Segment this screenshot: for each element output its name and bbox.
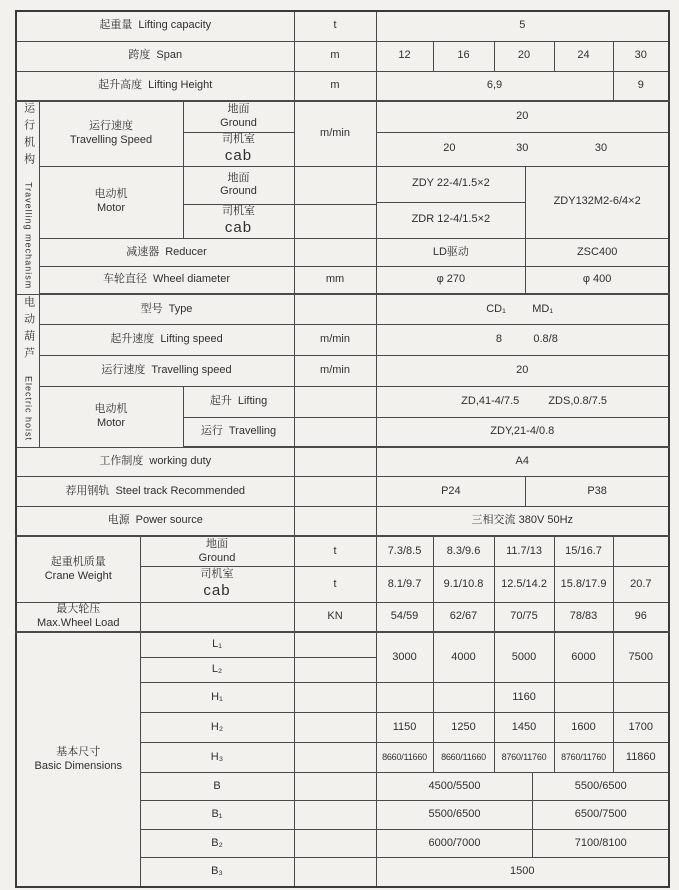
label-zh: 型号: [140, 302, 163, 315]
lifting-speed-value: 0.8/8: [533, 333, 558, 346]
dim-l2-label: L₂: [140, 657, 294, 682]
sublabel-zh: 司机室: [222, 205, 255, 218]
dim-h1-value: [554, 682, 613, 712]
empty-sublabel-cell: [140, 602, 294, 632]
sublabel-zh: 起升: [209, 395, 232, 408]
travel-motor-values: [376, 166, 669, 238]
dim-l-value: 7500: [613, 632, 669, 682]
sublabel-en: Lifting: [237, 395, 268, 408]
dim-b2-left: 6000/7000: [377, 830, 534, 857]
dim-h2-value: 1600: [554, 712, 613, 742]
label-en: Lifting Height: [148, 78, 213, 91]
label-zh: 荐用钢轨: [65, 484, 110, 497]
sublabel-cab: [140, 566, 294, 602]
dim-b-label: B: [140, 772, 294, 800]
label-en: Reducer: [165, 245, 207, 258]
section-label-en: Travelling mechanism: [23, 182, 34, 290]
label-zh: 运行速度: [101, 364, 146, 377]
basic-dimensions-label: [16, 632, 140, 887]
steel-track-right: P38: [587, 484, 607, 497]
label-en: Motor: [96, 202, 126, 215]
reducer-values: [376, 238, 669, 266]
dim-h2-value: 1450: [494, 712, 554, 742]
span-value: 12: [376, 41, 433, 71]
dim-b1-right: 6500/7500: [574, 808, 627, 821]
dim-h3-value: 8660/11660: [433, 742, 494, 772]
label-en: Lifting capacity: [138, 19, 212, 32]
dim-h3-value: 8760/11760: [494, 742, 554, 772]
power-source-value: 三相交流 380V 50Hz: [376, 506, 669, 536]
label-en: Wheel diameter: [152, 273, 231, 286]
label-zh: 跨度: [128, 49, 151, 62]
empty-unit-cell: [294, 772, 376, 800]
dim-h2-label: H₂: [140, 712, 294, 742]
sublabel-en: Ground: [220, 185, 257, 198]
lifting-capacity-label: [16, 11, 294, 41]
label-en: Type: [168, 302, 193, 315]
empty-unit-cell: [294, 712, 376, 742]
dim-b3-label: B₃: [140, 857, 294, 887]
section-label-zh: 电动葫芦: [22, 296, 35, 365]
cab-speed-value: 30: [594, 142, 608, 155]
sublabel-travelling: [183, 417, 294, 447]
max-wheel-load-value: 70/75: [494, 602, 554, 632]
hoist-travelling-speed-unit: m/min: [294, 355, 376, 386]
reducer-value-left: LD驱动: [377, 239, 527, 266]
sublabel-cab: [183, 132, 294, 166]
section-travelling-mechanism: [16, 101, 39, 294]
label-zh: 起升速度: [110, 333, 155, 346]
wheel-diameter-right: φ 400: [582, 273, 612, 286]
dim-h3-label: H₃: [140, 742, 294, 772]
label-en: Power source: [135, 514, 203, 527]
sublabel-lifting: [183, 386, 294, 417]
dim-b2-label: B₂: [140, 829, 294, 857]
max-wheel-load-label: [16, 602, 140, 632]
dim-h2-value: 1250: [433, 712, 494, 742]
crane-weight-label: [16, 536, 140, 602]
label-en: Max.Wheel Load: [36, 617, 120, 630]
reducer-label: [39, 238, 294, 266]
hoist-lifting-speed-label: [39, 324, 294, 355]
crane-weight-value: 8.1/9.7: [376, 566, 433, 602]
empty-unit-cell: [294, 476, 376, 506]
power-source-label: [16, 506, 294, 536]
lifting-height-value-last: 9: [613, 71, 669, 101]
dim-b1-values: [376, 800, 669, 829]
motor-lifting-value: ZD,41-4/7.5: [461, 395, 520, 408]
empty-unit-cell: [294, 742, 376, 772]
label-zh: 起重量: [99, 19, 133, 32]
sublabel-zh: 司机室: [222, 132, 255, 145]
sublabel-zh: 司机室: [200, 568, 234, 581]
dim-h1-value: [376, 682, 433, 712]
dim-b-values: [376, 772, 669, 800]
label-en: Span: [156, 49, 183, 62]
travelling-speed-label: [39, 101, 183, 166]
crane-weight-value: 11.7/13: [494, 536, 554, 566]
dim-b2-right: 7100/8100: [574, 836, 627, 849]
label-en: Crane Weight: [44, 569, 112, 582]
crane-weight-value: 15.8/17.9: [554, 566, 613, 602]
sublabel-ground: [140, 536, 294, 566]
label-zh: 电源: [107, 514, 130, 527]
working-duty-value: A4: [376, 447, 669, 476]
crane-weight-value: 12.5/14.2: [494, 566, 554, 602]
sublabel-zh: 地面: [206, 537, 228, 550]
crane-weight-value: 7.3/8.5: [376, 536, 433, 566]
crane-weight-value: 20.7: [613, 566, 669, 602]
dim-h3-value: 8760/11760: [554, 742, 613, 772]
crane-weight-value: 9.1/10.8: [433, 566, 494, 602]
empty-unit-cell: [294, 800, 376, 829]
span-value: 30: [613, 41, 669, 71]
dim-h1-label: H₁: [140, 682, 294, 712]
max-wheel-load-value: 62/67: [433, 602, 494, 632]
hoist-travelling-speed-value: 20: [376, 355, 669, 386]
dim-l1-label: L₁: [140, 632, 294, 657]
hoist-type-values: [376, 294, 669, 324]
sublabel-en: Travelling: [228, 425, 277, 438]
hoist-motor-label: [39, 386, 183, 447]
type-value: CD₁: [486, 302, 506, 315]
span-unit: m: [294, 41, 376, 71]
sublabel-zh: 地面: [227, 103, 250, 115]
empty-unit-cell: [294, 829, 376, 857]
crane-spec-table: [15, 10, 670, 888]
sublabel-ground: [183, 101, 294, 132]
dim-b-left: 4500/5500: [377, 773, 534, 800]
motor-ground-value: ZDY 22-4/1.5×2: [377, 167, 526, 203]
crane-weight-value: [613, 536, 669, 566]
wheel-diameter-left: φ 270: [377, 267, 527, 294]
crane-weight-value: 15/16.7: [554, 536, 613, 566]
label-zh: 起升高度: [98, 78, 143, 91]
cab-speed-value: 20: [443, 142, 456, 155]
dim-h2-value: 1700: [613, 712, 669, 742]
steel-track-label: [16, 476, 294, 506]
max-wheel-load-unit: KN: [294, 602, 376, 632]
hoist-type-label: [39, 294, 294, 324]
dim-b3-value: 1500: [376, 857, 669, 887]
max-wheel-load-value: 96: [613, 602, 669, 632]
empty-unit-cell: [294, 447, 376, 476]
sublabel-zh: 地面: [227, 171, 250, 184]
label-en: Travelling speed: [151, 364, 232, 377]
dim-b1-left: 5500/6500: [377, 801, 534, 829]
section-label-en: Electric hoist: [23, 376, 34, 442]
label-en: Motor: [96, 416, 126, 429]
label-zh: 车轮直径: [102, 273, 147, 286]
sublabel-en: cab: [224, 219, 253, 237]
lifting-height-unit: m: [294, 71, 376, 101]
label-zh: 电动机: [94, 188, 128, 201]
label-en: Travelling Speed: [69, 133, 153, 146]
label-en: Lifting speed: [160, 333, 223, 346]
dim-l-value: 4000: [433, 632, 494, 682]
reducer-value-right: ZSC400: [576, 245, 618, 258]
sublabel-en: Ground: [198, 551, 236, 564]
type-value: MD₁: [532, 302, 554, 315]
label-zh: 基本尺寸: [56, 746, 101, 759]
dim-l-value: 3000: [376, 632, 433, 682]
crane-weight-ground-unit: t: [294, 536, 376, 566]
dim-l-value: 6000: [554, 632, 613, 682]
empty-unit-cell: [294, 657, 376, 682]
motor-cab-value: ZDR 12-4/1.5×2: [411, 213, 491, 226]
empty-unit-cell: [294, 632, 376, 657]
empty-unit-cell: [294, 166, 376, 205]
label-zh: 工作制度: [99, 455, 144, 468]
dim-b-right: 5500/6500: [574, 779, 627, 792]
cab-speed-value: 30: [516, 142, 529, 155]
label-en: Steel track Recommended: [115, 484, 246, 497]
wheel-diameter-values: [376, 266, 669, 294]
sublabel-en: cab: [203, 581, 231, 599]
empty-unit-cell: [294, 506, 376, 536]
span-value: 24: [554, 41, 613, 71]
label-zh: 起重机质量: [50, 555, 106, 568]
empty-unit-cell: [294, 205, 376, 239]
label-zh: 最大轮压: [56, 603, 101, 616]
dim-b2-values: [376, 829, 669, 857]
sublabel-cab: [183, 205, 294, 239]
empty-unit-cell: [294, 238, 376, 266]
empty-unit-cell: [294, 294, 376, 324]
sublabel-en: Ground: [220, 116, 257, 129]
working-duty-label: [16, 447, 294, 476]
dim-h3-value: 11860: [613, 742, 669, 772]
sublabel-zh: 运行: [200, 425, 223, 438]
wheel-diameter-label: [39, 266, 294, 294]
lifting-capacity-value: 5: [376, 11, 669, 41]
dim-h1-value: [433, 682, 494, 712]
empty-unit-cell: [294, 417, 376, 447]
empty-unit-cell: [294, 682, 376, 712]
motor-merged-value: ZDY132M2-6/4×2: [553, 195, 641, 208]
lifting-capacity-unit: t: [294, 11, 376, 41]
empty-unit-cell: [294, 857, 376, 887]
hoist-lifting-speed-values: [376, 324, 669, 355]
lifting-height-value: 6,9: [376, 71, 613, 101]
label-en: Basic Dimensions: [34, 759, 122, 772]
span-value: 20: [494, 41, 554, 71]
crane-weight-cab-unit: t: [294, 566, 376, 602]
section-label-zh: 运行机构: [22, 102, 35, 170]
travel-motor-label: [39, 166, 183, 238]
travelling-speed-unit: m/min: [294, 101, 376, 166]
sublabel-ground: [183, 166, 294, 205]
label-en: working duty: [149, 455, 212, 468]
span-value: 16: [433, 41, 494, 71]
steel-track-values: [376, 476, 669, 506]
hoist-travelling-speed-label: [39, 355, 294, 386]
dim-h1-value: 1160: [494, 682, 554, 712]
hoist-motor-travelling-value: ZDY,21-4/0.8: [376, 417, 669, 447]
lifting-height-label: [16, 71, 294, 101]
empty-unit-cell: [294, 386, 376, 417]
label-zh: 电动机: [94, 403, 128, 416]
hoist-motor-lifting-values: [376, 386, 669, 417]
crane-weight-value: 8.3/9.6: [433, 536, 494, 566]
dim-h1-value: [613, 682, 669, 712]
span-label: [16, 41, 294, 71]
travelling-speed-ground-value: 20: [376, 101, 669, 132]
sublabel-en: cab: [224, 146, 253, 164]
dim-b1-label: B₁: [140, 800, 294, 829]
label-zh: 运行速度: [89, 120, 133, 132]
dim-l-value: 5000: [494, 632, 554, 682]
max-wheel-load-value: 78/83: [554, 602, 613, 632]
hoist-lifting-speed-unit: m/min: [294, 324, 376, 355]
motor-lifting-value: ZDS,0.8/7.5: [548, 395, 608, 408]
label-zh: 减速器: [126, 245, 160, 258]
travelling-speed-cab-values: [376, 132, 669, 166]
wheel-diameter-unit: mm: [294, 266, 376, 294]
lifting-speed-value: 8: [495, 333, 503, 346]
dim-h3-value: 8660/11660: [376, 742, 433, 772]
steel-track-left: P24: [377, 477, 527, 506]
section-electric-hoist: [16, 294, 39, 447]
dim-h2-value: 1150: [376, 712, 433, 742]
max-wheel-load-value: 54/59: [376, 602, 433, 632]
